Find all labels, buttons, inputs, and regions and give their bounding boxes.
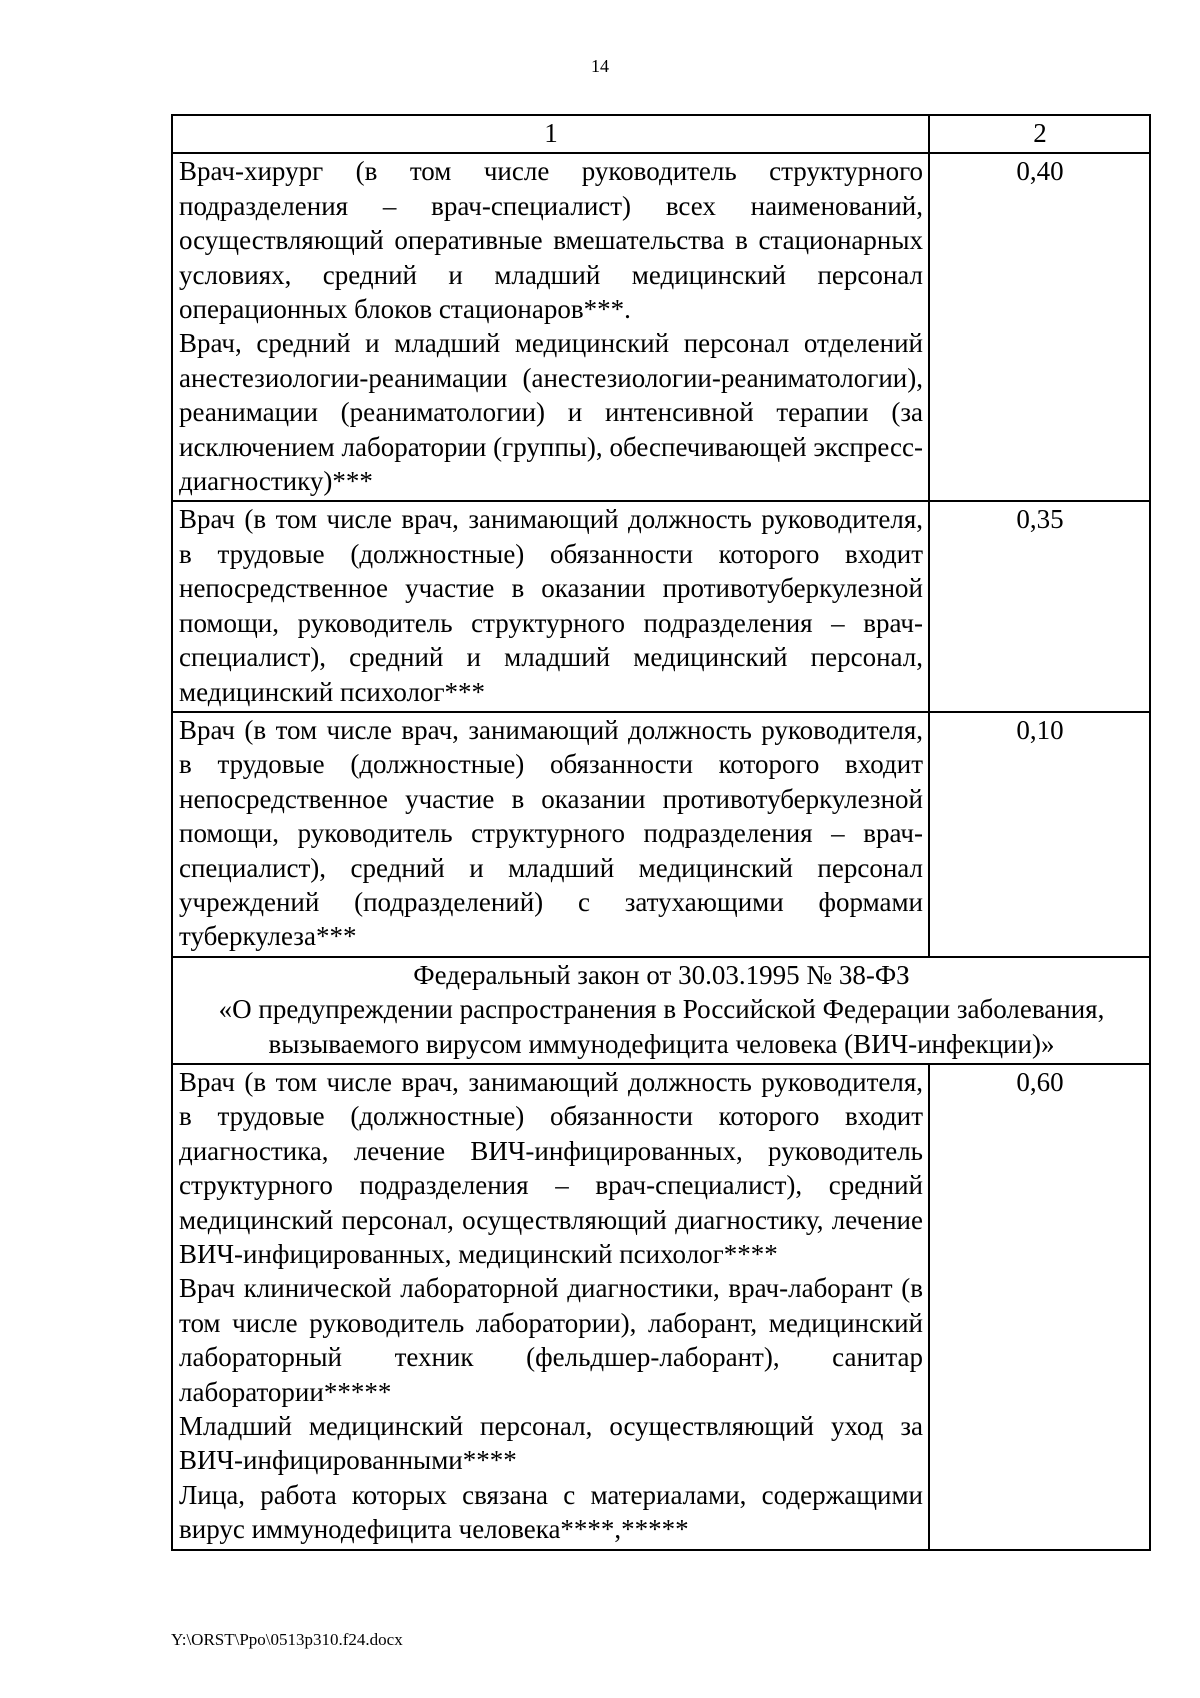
footer-file-path: Y:\ORST\Ppo\0513p310.f24.docx (171, 1630, 403, 1649)
description-paragraph: Лица, работа которых связана с материалами, содержащими вирус иммунодефицита человека****,***** (179, 1479, 923, 1545)
description-paragraph: Врач (в том числе врач, занимающий должность руководителя, в трудовые (должностные) обязанности которого входит непосредственное участие в оказании противотуберкулезной помощи, руководитель структурного подразделения – врач-специалист), средний и младший медицинский персонал учреждений (подразделений) с затухающими формами туберкулеза*** (179, 714, 923, 952)
coefficient-value: 0,35 (929, 501, 1150, 711)
table-header-row (172, 115, 1150, 153)
coefficient-value: 0,10 (929, 712, 1150, 957)
table-row (172, 1064, 1150, 1550)
page-number: 14 (591, 56, 609, 76)
description-paragraph: Врач, средний и младший медицинский персонал отделений анестезиологии-реанимации (анестезиологии-реаниматологии), реанимации (реаниматологии) и интенсивной терапии (за исключением лаборатории (группы), обеспечивающей экспресс-диагностику)*** (179, 328, 923, 497)
description-paragraph: Врач-хирург (в том числе руководитель структурного подразделения – врач-специалист) всех наименований, осуществляющий оперативные вмешательства в стационарных условиях, средний и младший медицинский персонал операционных блоков стационаров***. (179, 156, 923, 325)
position-description (172, 501, 929, 711)
description-paragraph: Младший медицинский персонал, осуществляющий уход за ВИЧ-инфицированными**** (179, 1411, 923, 1476)
law-heading (172, 957, 1150, 1064)
law-heading-line: вызываемого вирусом иммунодефицита человека (ВИЧ-инфекции)» (268, 1028, 1055, 1059)
table-row (172, 712, 1150, 957)
law-heading-line: «О предупреждении распространения в Российской Федерации заболевания, (218, 994, 1105, 1025)
description-paragraph: Врач (в том числе врач, занимающий должность руководителя, в трудовые (должностные) обязанности которого входит непосредственное участие в оказании противотуберкулезной помощи, руководитель структурного подразделения – врач-специалист), средний и младший медицинский персонал, медицинский психолог*** (179, 504, 923, 707)
coefficients-table (171, 114, 1151, 1551)
law-heading-row (172, 957, 1150, 1064)
coefficient-value: 0,60 (929, 1064, 1150, 1550)
law-heading-line: Федеральный закон от 30.03.1995 № 38-ФЗ (413, 959, 910, 990)
description-paragraph: Врач клинической лабораторной диагностики, врач-лаборант (в том числе руководитель лаборатории), лаборант, медицинский лабораторный техник (фельдшер-лаборант), санитар лаборатории***** (179, 1273, 923, 1407)
coefficient-value: 0,40 (929, 153, 1150, 501)
position-description (172, 153, 929, 501)
column-header-1: 1 (172, 115, 929, 153)
column-header-2: 2 (929, 115, 1150, 153)
description-paragraph: Врач (в том числе врач, занимающий должность руководителя, в трудовые (должностные) обязанности которого входит диагностика, лечение ВИЧ-инфицированных, руководитель структурного подразделения – врач-специалист), средний медицинский персонал, осуществляющий диагностику, лечение ВИЧ-инфицированных, медицинский психолог**** (179, 1066, 923, 1269)
position-description (172, 1064, 929, 1550)
table-row (172, 501, 1150, 711)
table-row (172, 153, 1150, 501)
position-description (172, 712, 929, 957)
